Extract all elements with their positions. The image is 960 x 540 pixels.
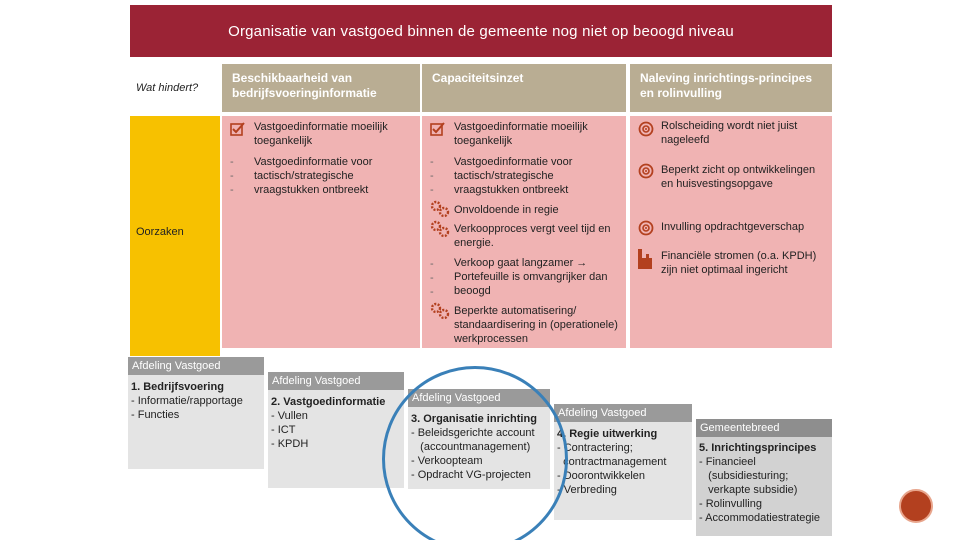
panel-title: 5. Inrichtingsprincipes [699,442,817,454]
row-label-causes: Oorzaken [136,226,184,238]
page-title: Organisatie van vastgoed binnen de gemeente nog niet op beoogd niveau [130,5,832,57]
panel-line: - Rolinvulling [699,498,762,510]
panel-title: 3. Organisatie inrichting [411,413,537,425]
panel-title: 2. Vastgoedinformatie [271,396,386,408]
panel-title: 4. Regie uitwerking [557,428,658,440]
panel-line: (subsidiesturing; [699,470,789,482]
panel-line: - ICT [271,424,296,436]
corner-logo-icon [899,489,933,523]
target-icon [638,121,654,137]
cause-item: Financiële stromen (o.a. KPDH) zijn niet optimaal ingericht [661,250,817,276]
checklist-icon [430,121,446,137]
row-label-hinders: Wat hindert? [136,82,199,94]
panel-line: (accountmanagement) [411,441,531,453]
panel-header: Gemeentebreed [696,419,832,437]
panel-bedrijfsvoering [128,357,264,469]
cause-item: Vastgoedinformatie voor tactisch/strategische vraagstukken ontbreekt [454,156,573,196]
dash-bullet: - - - [230,156,234,196]
panel-line: verkapte subsidie) [699,484,798,496]
panel-inrichtingsprincipes [696,419,832,536]
cause-item: Verkoopproces vergt veel tijd en energie. [454,223,611,249]
dash-bullet: - - - [430,156,434,196]
panel-title: 1. Bedrijfsvoering [131,381,224,393]
cause-item: Vastgoedinformatie moeilijk toegankelijk [454,121,588,147]
panel-regie-uitwerking [554,404,692,520]
panel-line: - Doorontwikkelen [557,470,646,482]
panel-header: Afdeling Vastgoed [408,389,550,407]
cause-item: Verkoop gaat langzamer → Portefeuille is omvangrijker dan beoogd [454,257,608,297]
panel-line: - Accommodatiestrategie [699,512,821,524]
cause-item: Vastgoedinformatie voor tactisch/strategische vraagstukken ontbreekt [254,156,373,196]
cause-item: Onvoldoende in regie [454,204,559,216]
panel-line: - Informatie/rapportage [131,395,243,407]
column-header-information: Beschikbaarheid van bedrijfsvoeringinformatie [222,64,420,112]
dash-bullet: - - - [430,258,434,298]
column-header-capacity: Capaciteitsinzet [422,64,626,112]
checklist-icon [230,121,246,137]
panel-line: - Verbreding [557,484,617,496]
column-header-principles: Naleving inrichtings-principes en rolinvulling [630,64,832,112]
panel-line: - Beleidsgerichte account [411,427,535,439]
gears-icon [430,302,450,320]
cause-item: Beperkte automatisering/ standaardisering in (operationele) werkprocessen [454,305,618,345]
highlight-circle [382,366,568,540]
panel-line: - Opdracht VG-projecten [411,469,531,481]
factory-icon [637,248,653,270]
panel-line: - KPDH [271,438,309,450]
panel-header: Afdeling Vastgoed [554,404,692,422]
cause-item: Beperkt zicht op ontwikkelingen en huisvestingsopgave [661,164,816,190]
panel-header: Afdeling Vastgoed [268,372,404,390]
gears-icon [430,200,450,218]
panel-line: - Financieel [699,456,756,468]
cause-item: Vastgoedinformatie moeilijk toegankelijk [254,121,388,147]
panel-line: - Contractering; [557,442,633,454]
panel-line: - Functies [131,409,180,421]
panel-line: contractmanagement [557,456,667,468]
panel-line: - Verkoopteam [411,455,483,467]
cause-item: Rolscheiding wordt niet juist nageleefd [661,120,798,146]
causes-column-information [222,116,420,348]
panel-header: Afdeling Vastgoed [128,357,264,375]
target-icon [638,163,654,179]
panel-line: - Vullen [271,410,308,422]
target-icon [638,220,654,236]
gears-icon [430,220,450,238]
cause-item: Invulling opdrachtgeverschap [661,221,805,233]
